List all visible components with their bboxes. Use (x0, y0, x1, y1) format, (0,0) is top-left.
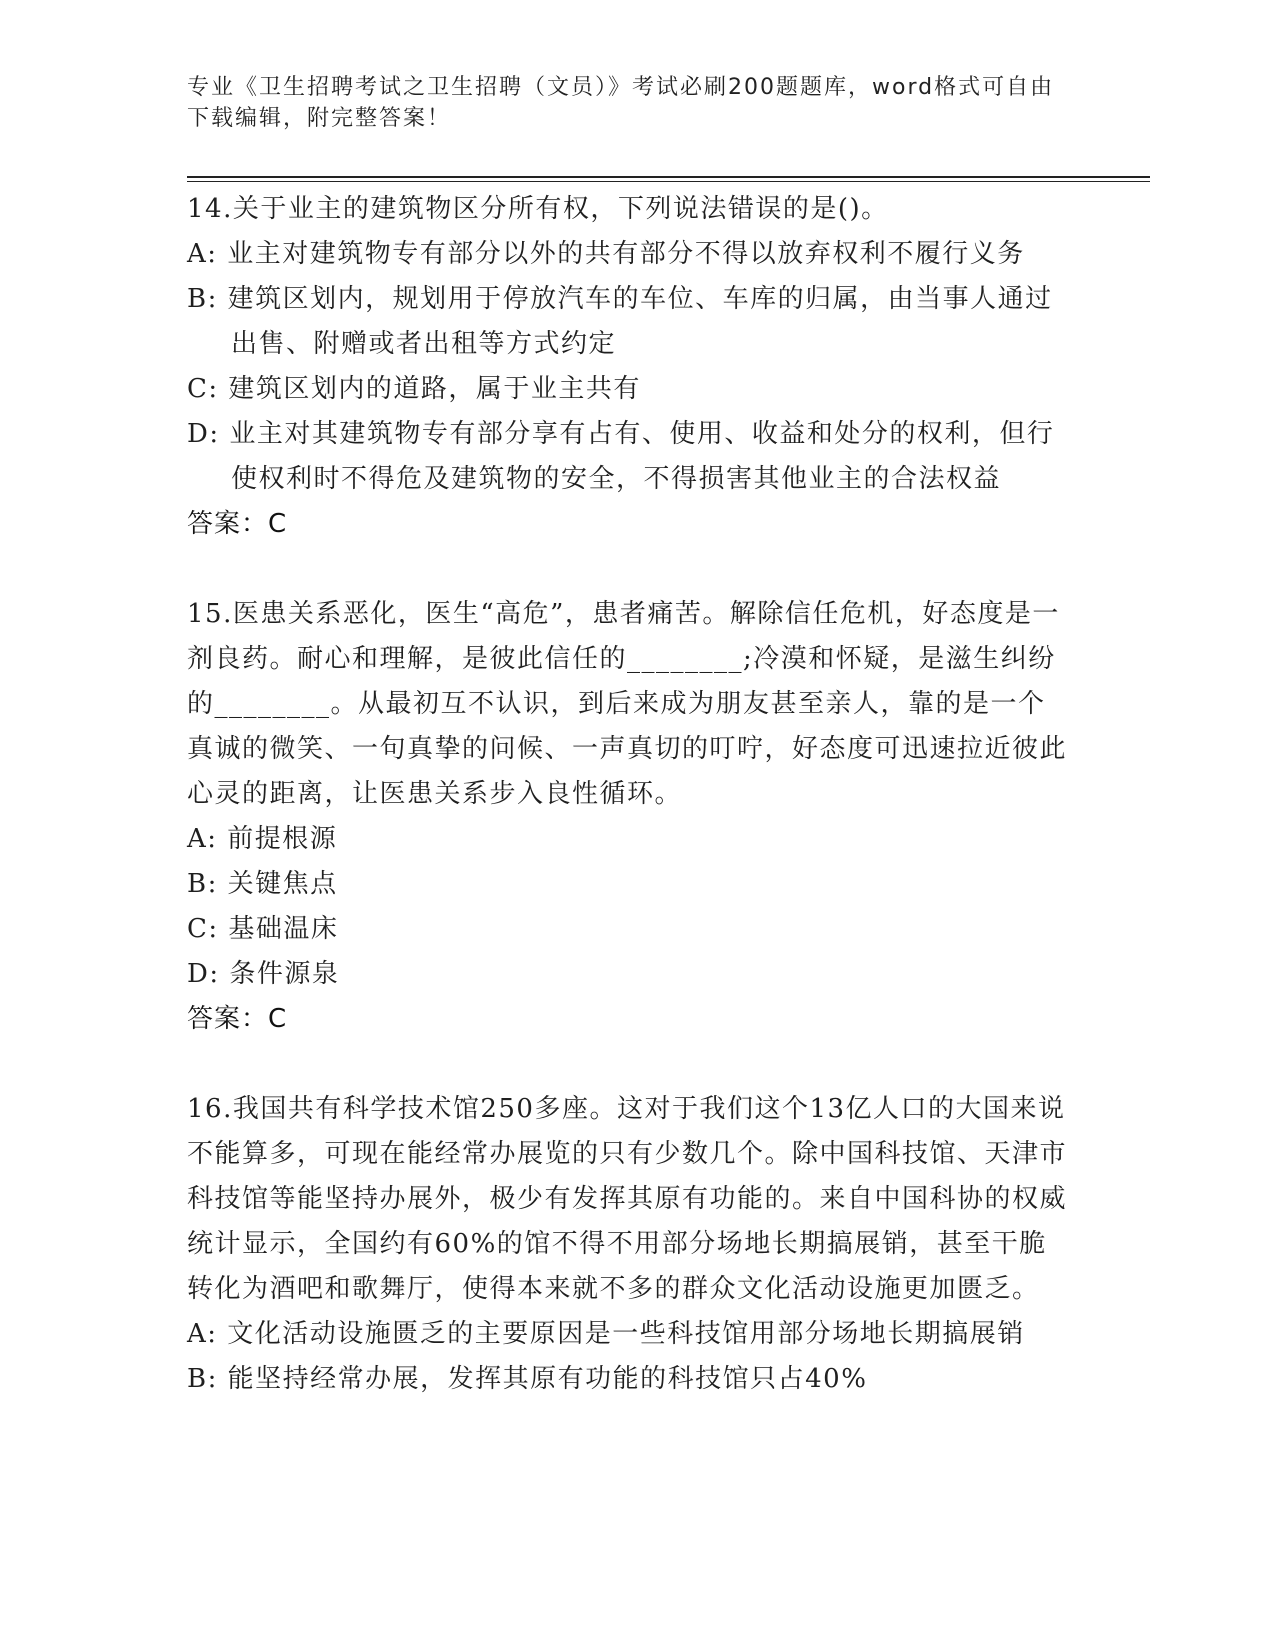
header-rule-thin (187, 181, 1150, 182)
question-stem: 15.医患关系恶化，医生“高危”，患者痛苦。解除信任危机，好态度是一剂良药。耐心和理解，是彼此信任的________;冷漠和怀疑，是滋生纠纷的________。从最初互不认识，到后来成为朋友甚至亲人，靠的是一个真诚的微笑、一句真挚的问候、一声真切的叮咛，好态度可迅速拉近彼此心灵的距离，让医患关系步入良性循环。 (187, 599, 1068, 809)
option-b: B: 关键焦点 (187, 869, 338, 899)
question-14 (187, 187, 1067, 547)
option-c: C: 建筑区划内的道路，属于业主共有 (187, 374, 641, 404)
question-stem: 14.关于业主的建筑物区分所有权，下列说法错误的是()。 (187, 194, 889, 224)
question-list (187, 187, 1067, 1402)
question-spacer (187, 1042, 1067, 1087)
option-d: D: 条件源泉 (187, 959, 340, 989)
question-spacer (187, 547, 1067, 592)
option-b: B: 能坚持经常办展，发挥其原有功能的科技馆只占40% (187, 1364, 868, 1394)
answer-label: 答案：C (187, 509, 288, 539)
option-a: A: 文化活动设施匮乏的主要原因是一些科技馆用部分场地长期搞展销 (187, 1319, 1025, 1349)
question-stem: 16.我国共有科学技术馆250多座。这对于我们这个13亿人口的大国来说不能算多，可现在能经常办展览的只有少数几个。除中国科技馆、天津市科技馆等能坚持办展外，极少有发挥其原有功能的。来自中国科协的权威统计显示，全国约有60%的馆不得不用部分场地长期搞展销，甚至干脆转化为酒吧和歌舞厅，使得本来就不多的群众文化活动设施更加匮乏。 (187, 1094, 1068, 1304)
option-c: C: 基础温床 (187, 914, 339, 944)
option-a: A: 业主对建筑物专有部分以外的共有部分不得以放弃权利不履行义务 (187, 239, 1025, 269)
question-15 (187, 592, 1067, 1042)
header-rule-thick (187, 176, 1150, 178)
answer-label: 答案：C (187, 1004, 288, 1034)
option-d: D: 业主对其建筑物专有部分享有占有、使用、收益和处分的权利，但行使权利时不得危及建筑物的安全，不得损害其他业主的合法权益 (187, 419, 1055, 494)
question-16 (187, 1087, 1067, 1402)
document-header: 专业《卫生招聘考试之卫生招聘（文员）》考试必刷200题题库，word格式可自由下载编辑，附完整答案！ (187, 75, 1055, 131)
option-a: A: 前提根源 (187, 824, 338, 854)
option-b: B: 建筑区划内，规划用于停放汽车的车位、车库的归属，由当事人通过出售、附赠或者出租等方式约定 (187, 284, 1053, 359)
